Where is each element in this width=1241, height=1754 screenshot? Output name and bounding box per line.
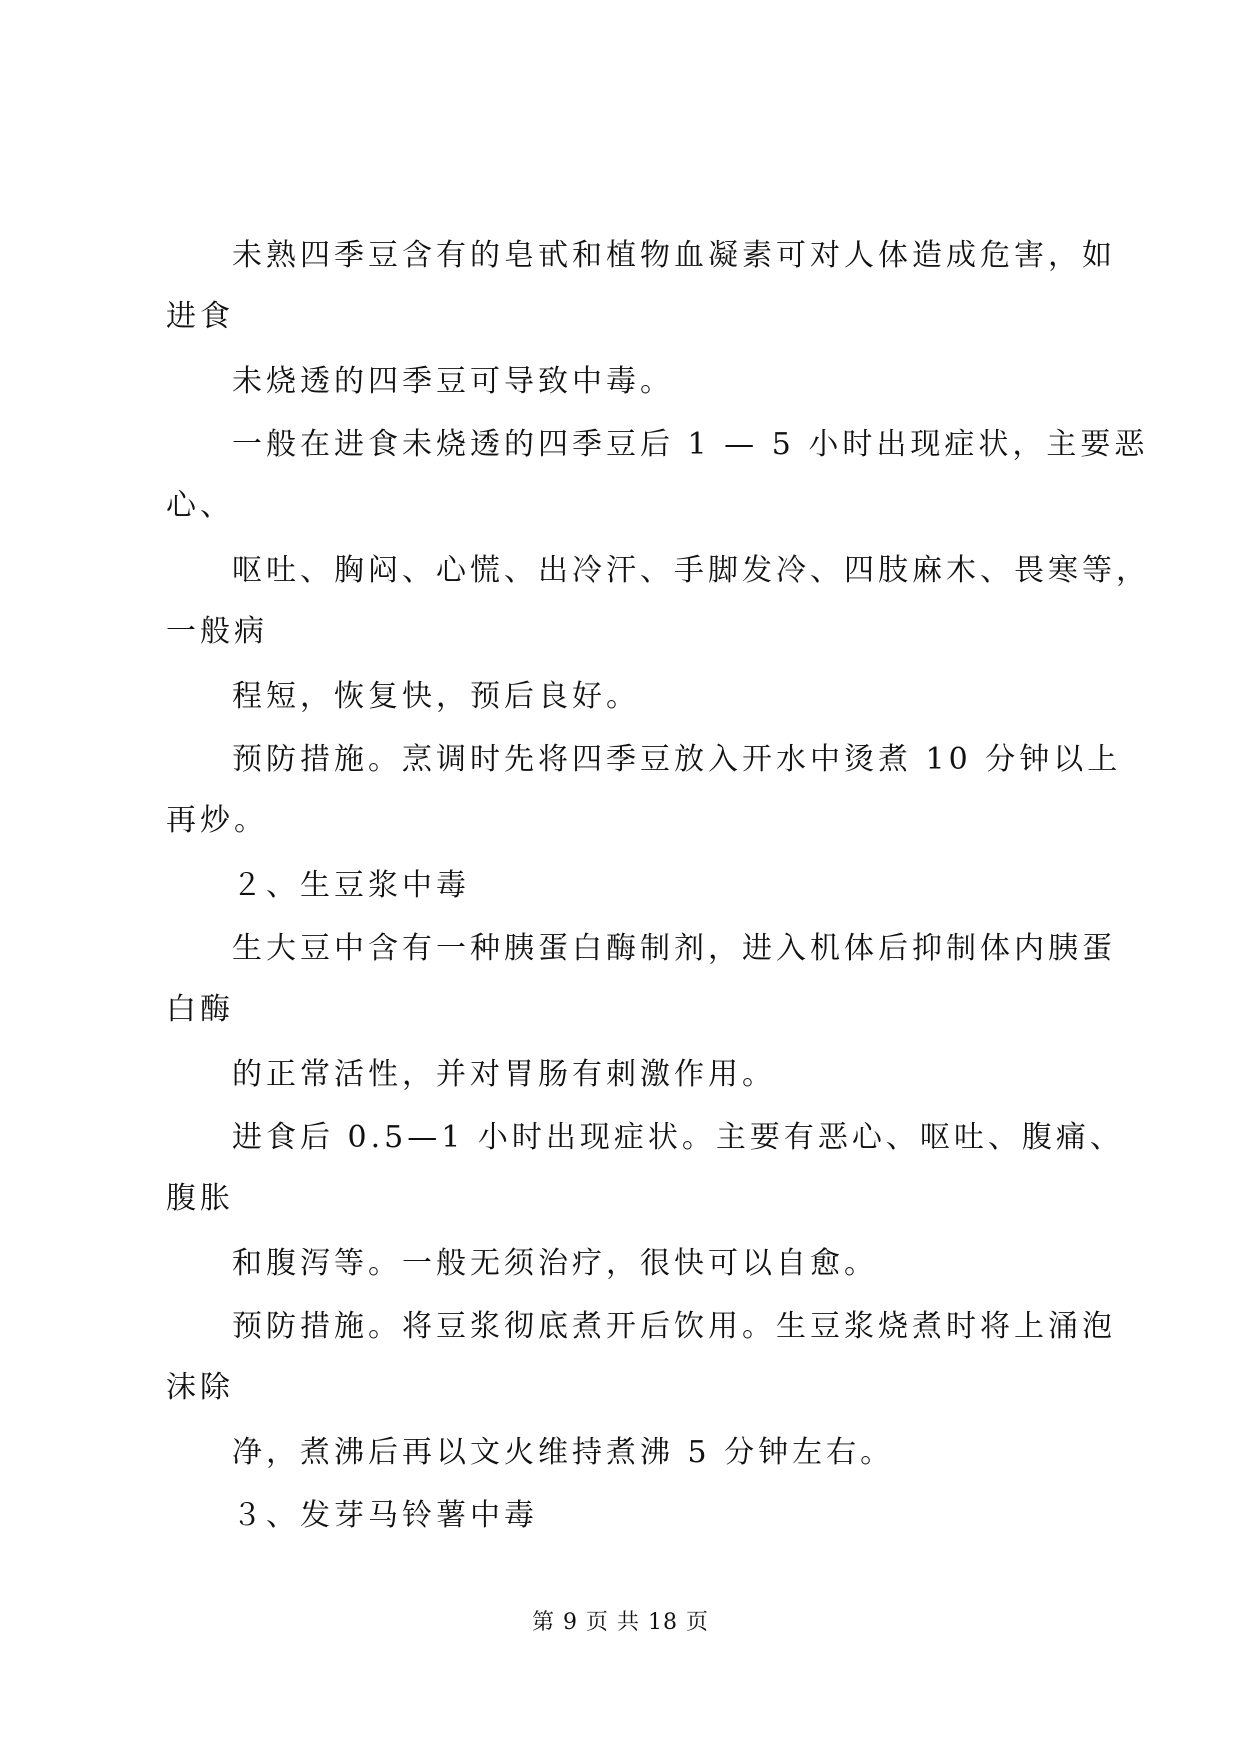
paragraph-line: 呕吐、胸闷、心慌、出冷汗、手脚发冷、四肢麻木、畏寒等， xyxy=(232,553,1150,588)
paragraph-line: 一般在进食未烧透的四季豆后 1 — 5 小时出现症状，主要恶 xyxy=(232,427,1149,462)
paragraph-line: 一般病 xyxy=(166,614,268,649)
paragraph-line: 腹胀 xyxy=(166,1181,234,1216)
paragraph-line: 预防措施。烹调时先将四季豆放入开水中烫煮 10 分钟以上 xyxy=(232,742,1122,777)
paragraph-line: 和腹泻等。一般无须治疗，很快可以自愈。 xyxy=(232,1246,878,1281)
paragraph-line: 生大豆中含有一种胰蛋白酶制剂，进入机体后抑制体内胰蛋 xyxy=(232,931,1116,966)
paragraph-line: 预防措施。将豆浆彻底煮开后饮用。生豆浆烧煮时将上涌泡 xyxy=(232,1309,1116,1344)
paragraph-line: 沫除 xyxy=(166,1370,234,1405)
paragraph-line: 未烧透的四季豆可导致中毒。 xyxy=(232,364,674,399)
paragraph-line: 未熟四季豆含有的皂甙和植物血凝素可对人体造成危害，如 xyxy=(232,238,1116,273)
paragraph-line: 再炒。 xyxy=(166,803,268,838)
paragraph-line: 心、 xyxy=(166,488,234,523)
paragraph-line: 程短，恢复快，预后良好。 xyxy=(232,679,640,714)
paragraph-line: 的正常活性，并对胃肠有刺激作用。 xyxy=(232,1057,776,1092)
paragraph-line: 净，煮沸后再以文火维持煮沸 5 分钟左右。 xyxy=(232,1435,895,1470)
section-heading: ２、生豆浆中毒 xyxy=(232,868,470,903)
section-heading: ３、发芽马铃薯中毒 xyxy=(232,1498,538,1533)
paragraph-line: 进食后 0.5—1 小时出现症状。主要有恶心、呕吐、腹痛、 xyxy=(232,1120,1124,1155)
page-footer: 第 9 页 共 18 页 xyxy=(532,1610,709,1635)
paragraph-line: 白酶 xyxy=(166,992,234,1027)
paragraph-line: 进食 xyxy=(166,299,234,334)
